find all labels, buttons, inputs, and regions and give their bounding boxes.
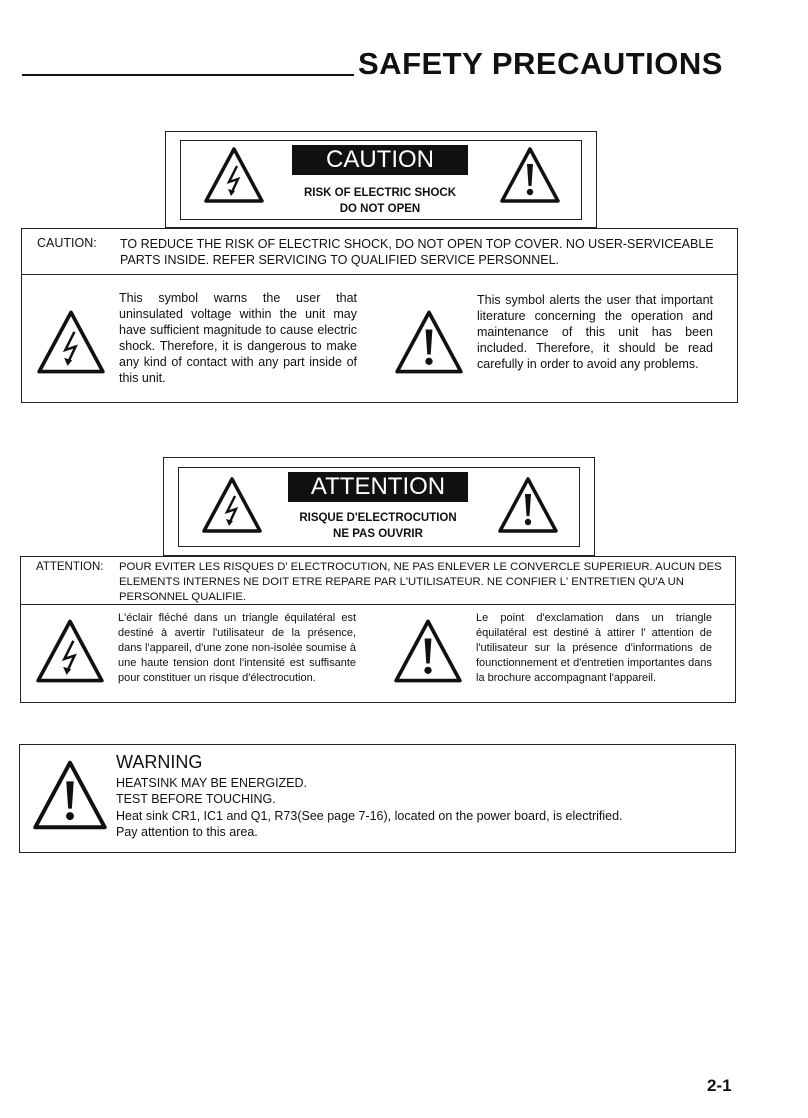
caution-notice-text: TO REDUCE THE RISK OF ELECTRIC SHOCK, DO NOT OPEN TOP COVER. NO USER-SERVICEABLE PARTS INSIDE. REFER SERVICING TO QUALIFIED SERVICE PERSONNEL. xyxy=(120,237,714,267)
caution-banner: CAUTION xyxy=(292,145,468,175)
exclamation-warning-icon xyxy=(499,146,561,204)
lightning-warning-icon xyxy=(203,146,265,204)
attention-label-line1: RISQUE D'ELECTROCUTION xyxy=(299,512,457,524)
attention-banner: ATTENTION xyxy=(288,472,468,502)
attention-symbols-box xyxy=(20,604,736,703)
caution-notice-tag: CAUTION: xyxy=(37,236,97,250)
attention-label-line2: NE PAS OUVRIR xyxy=(333,528,423,540)
page-title: SAFETY PRECAUTIONS xyxy=(358,46,723,81)
caution-notice-box xyxy=(21,228,738,275)
exclamation-warning-icon xyxy=(497,476,559,534)
warning-line2: TEST BEFORE TOUCHING. xyxy=(116,792,276,806)
caution-symbols-box xyxy=(21,274,738,403)
attention-label-frame xyxy=(163,457,595,556)
warning-line3: Heat sink CR1, IC1 and Q1, R73(See page 7-16), located on the power board, is electrified. xyxy=(116,809,623,823)
page-number: 2-1 xyxy=(707,1076,732,1095)
caution-lightning-description: This symbol warns the user that uninsulated voltage within the unit may have sufficient magnitude to cause electric shock. Therefore, it is dangerous to make any kind of contact with any part inside of this unit. xyxy=(119,291,357,385)
exclamation-warning-icon xyxy=(392,309,466,375)
lightning-warning-icon xyxy=(34,309,108,375)
caution-label-inner xyxy=(180,140,582,220)
warning-line4: Pay attention to this area. xyxy=(116,825,258,839)
caution-label-line1: RISK OF ELECTRIC SHOCK xyxy=(303,187,457,199)
attention-notice-tag: ATTENTION: xyxy=(36,561,104,573)
warning-line1: HEATSINK MAY BE ENERGIZED. xyxy=(116,776,308,790)
attention-lightning-description: L'éclair fléché dans un triangle équilatéral est destiné à avertir l'utilisateur de la présence, dans l'appareil, d'une zone non-isolée soumise à une haute tension dont l'intensité est suffisante pour constituer un risque d'électrocution. xyxy=(118,612,356,684)
exclamation-warning-icon xyxy=(30,759,110,831)
warning-heading: WARNING xyxy=(116,752,203,772)
attention-notice-text: POUR EVITER LES RISQUES D' ELECTROCUTION, NE PAS ENLEVER LE CONVERCLE SUPERIEUR. AUCUN DES ELEMENTS INTERNES NE DOIT ETRE REPARE PAR L'UTILISATEUR. NE CONFIER L' ENTRETIEN QU'A UN PERSONNEL QUALIFIE. xyxy=(119,561,722,603)
lightning-warning-icon xyxy=(201,476,263,534)
exclamation-warning-icon xyxy=(391,618,465,684)
warning-box xyxy=(19,744,736,853)
title-rule xyxy=(22,74,354,76)
lightning-warning-icon xyxy=(33,618,107,684)
caution-exclamation-description: This symbol alerts the user that important literature concerning the operation and maintenance of this unit has been included. Therefore, it should be read carefully in order to avoid any problems. xyxy=(477,293,713,371)
attention-exclamation-description: Le point d'exclamation dans un triangle équilatéral est destiné à attirer l' attention de l'utilisateur sur la présence d'informations de founctionnement et d'entretien importantes dans la brochure accompagnant l'appareil. xyxy=(476,612,712,684)
attention-notice-box xyxy=(20,556,736,605)
caution-label-frame xyxy=(165,131,597,228)
caution-label-line2: DO NOT OPEN xyxy=(339,203,421,215)
attention-label-inner xyxy=(178,467,580,547)
